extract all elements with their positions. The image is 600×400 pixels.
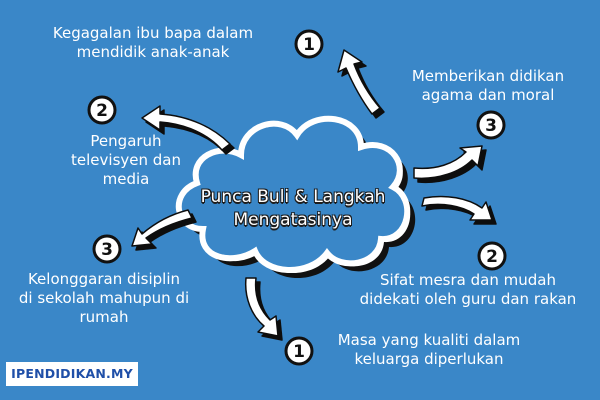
badge-solution-3-number: 3 bbox=[485, 116, 497, 136]
solution-1-text bbox=[318, 331, 540, 369]
badge-cause-2 bbox=[89, 97, 115, 123]
badge-solution-1 bbox=[286, 338, 312, 364]
badge-cause-2-number: 2 bbox=[96, 101, 108, 121]
badge-cause-3-number: 3 bbox=[101, 240, 113, 260]
cause-2-line-3: media bbox=[102, 170, 150, 188]
arrow-solution-3 bbox=[414, 146, 482, 178]
solution-3-line-1: Memberikan didikan bbox=[411, 67, 565, 85]
cause-3-line-2: di sekolah mahupun di bbox=[18, 289, 190, 307]
arrow-solution-1 bbox=[246, 278, 278, 336]
brand-badge: IPENDIDIKAN.MY bbox=[6, 362, 138, 386]
solution-2-text bbox=[340, 271, 596, 309]
solution-1-line-2: keluarga diperlukan bbox=[354, 350, 504, 368]
center-title-line-1: Punca Buli & Langkah bbox=[200, 187, 386, 207]
badge-cause-1-number: 1 bbox=[303, 35, 315, 55]
cause-1-line-1: Kegagalan ibu bapa dalam bbox=[52, 24, 254, 42]
solution-3-text bbox=[386, 67, 590, 105]
cause-3-line-3: rumah bbox=[79, 308, 129, 326]
cause-1-line-2: mendidik anak-anak bbox=[76, 43, 230, 61]
cause-1-text bbox=[18, 24, 288, 62]
solution-2-line-1: Sifat mesra dan mudah bbox=[380, 271, 556, 289]
center-title-line-2: Mengatasinya bbox=[233, 210, 353, 230]
solution-3-line-2: agama dan moral bbox=[421, 86, 555, 104]
cause-2-line-1: Pengaruh bbox=[90, 132, 162, 150]
badge-solution-1-number: 1 bbox=[293, 342, 305, 362]
cause-2-line-2: televisyen dan bbox=[71, 151, 181, 169]
badge-solution-2 bbox=[479, 243, 505, 269]
badge-cause-3 bbox=[94, 236, 120, 262]
center-title bbox=[178, 186, 408, 232]
cause-3-line-1: Kelonggaran disiplin bbox=[27, 270, 181, 288]
arrow-solution-2 bbox=[422, 196, 492, 220]
solution-1-line-1: Masa yang kualiti dalam bbox=[337, 331, 521, 349]
cause-2-text bbox=[56, 132, 196, 189]
badge-solution-2-number: 2 bbox=[486, 247, 498, 267]
cause-3-text bbox=[6, 270, 202, 327]
arrow-cause-1 bbox=[338, 50, 380, 114]
badge-cause-1 bbox=[296, 31, 322, 57]
solution-2-line-2: didekati oleh guru dan rakan bbox=[359, 290, 577, 308]
badge-solution-3 bbox=[478, 112, 504, 138]
